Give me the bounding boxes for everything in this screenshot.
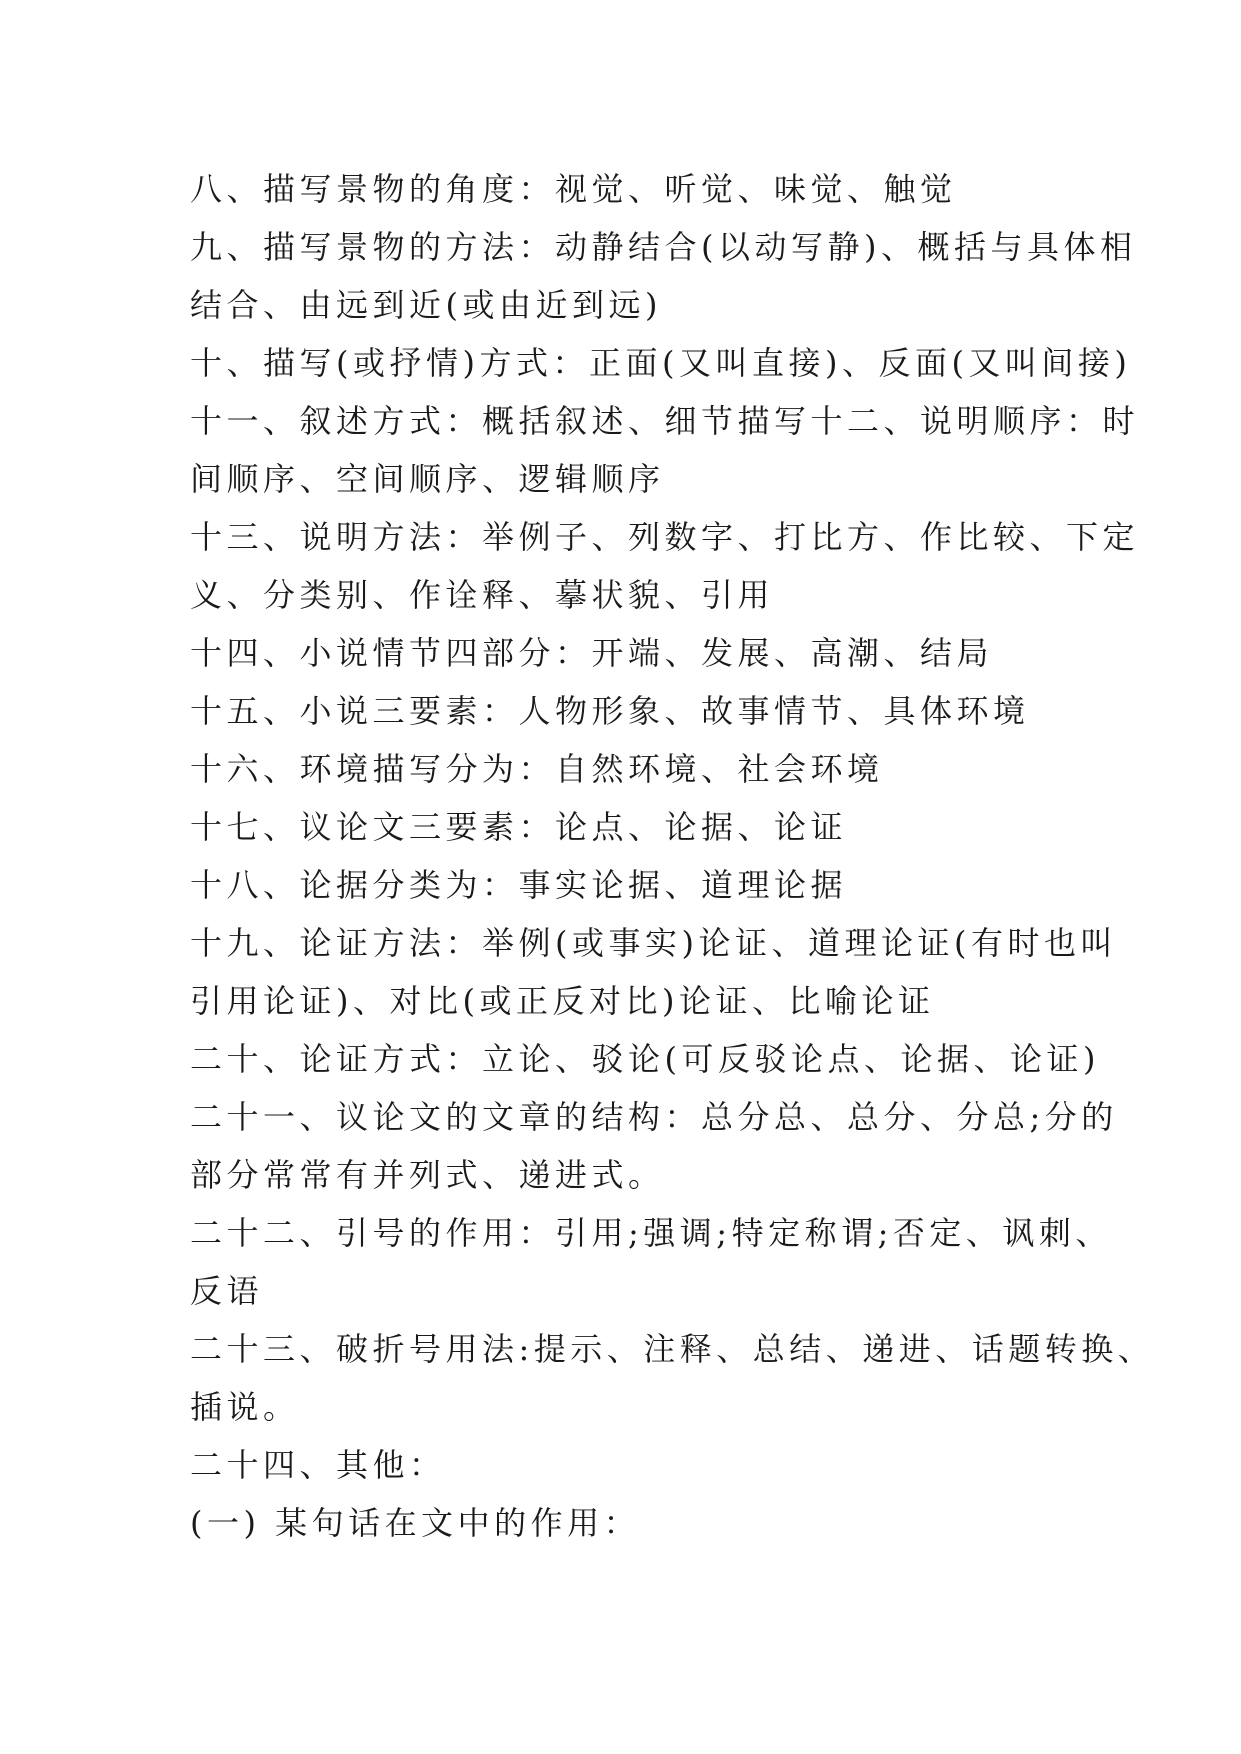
text-line: 二十一、议论文的文章的结构：总分总、总分、分总;分的 [190, 1098, 1118, 1136]
text-line: 十八、论据分类为：事实论据、道理论据 [190, 866, 848, 904]
text-line: 引用论证)、对比(或正反对比)论证、比喻论证 [190, 982, 935, 1020]
text-line: 十七、议论文三要素：论点、论据、论证 [190, 808, 848, 846]
text-line: 十三、说明方法：举例子、列数字、打比方、作比较、下定 [190, 518, 1140, 556]
text-line: 八、描写景物的角度：视觉、听觉、味觉、触觉 [190, 170, 957, 208]
text-line: 部分常常有并列式、递进式。 [190, 1156, 665, 1194]
text-line: 二十三、破折号用法:提示、注释、总结、递进、话题转换、 [190, 1330, 1155, 1368]
text-line: 十、描写(或抒情)方式：正面(又叫直接)、反面(又叫间接) [190, 344, 1132, 382]
text-line: 二十二、引号的作用：引用;强调;特定称谓;否定、讽刺、 [190, 1214, 1112, 1252]
text-line: 十四、小说情节四部分：开端、发展、高潮、结局 [190, 634, 994, 672]
text-line: 二十、论证方式：立论、驳论(可反驳论点、论据、论证) [190, 1040, 1100, 1078]
text-line: 九、描写景物的方法：动静结合(以动写静)、概括与具体相 [190, 228, 1137, 266]
text-line: (一) 某句话在文中的作用： [190, 1504, 641, 1542]
text-line: 十一、叙述方式：概括叙述、细节描写十二、说明顺序：时 [190, 402, 1140, 440]
text-line: 十九、论证方法：举例(或事实)论证、道理论证(有时也叫 [190, 924, 1117, 962]
text-line: 十五、小说三要素：人物形象、故事情节、具体环境 [190, 692, 1030, 730]
text-line: 义、分类别、作诠释、摹状貌、引用 [190, 576, 775, 614]
text-line: 二十四、其他： [190, 1446, 446, 1484]
text-line: 十六、环境描写分为：自然环境、社会环境 [190, 750, 884, 788]
text-line: 间顺序、空间顺序、逻辑顺序 [190, 460, 665, 498]
text-line: 反语 [190, 1272, 264, 1310]
text-line: 结合、由远到近(或由近到远) [190, 286, 662, 324]
text-line: 插说。 [190, 1388, 300, 1426]
document-body [190, 160, 1155, 1552]
